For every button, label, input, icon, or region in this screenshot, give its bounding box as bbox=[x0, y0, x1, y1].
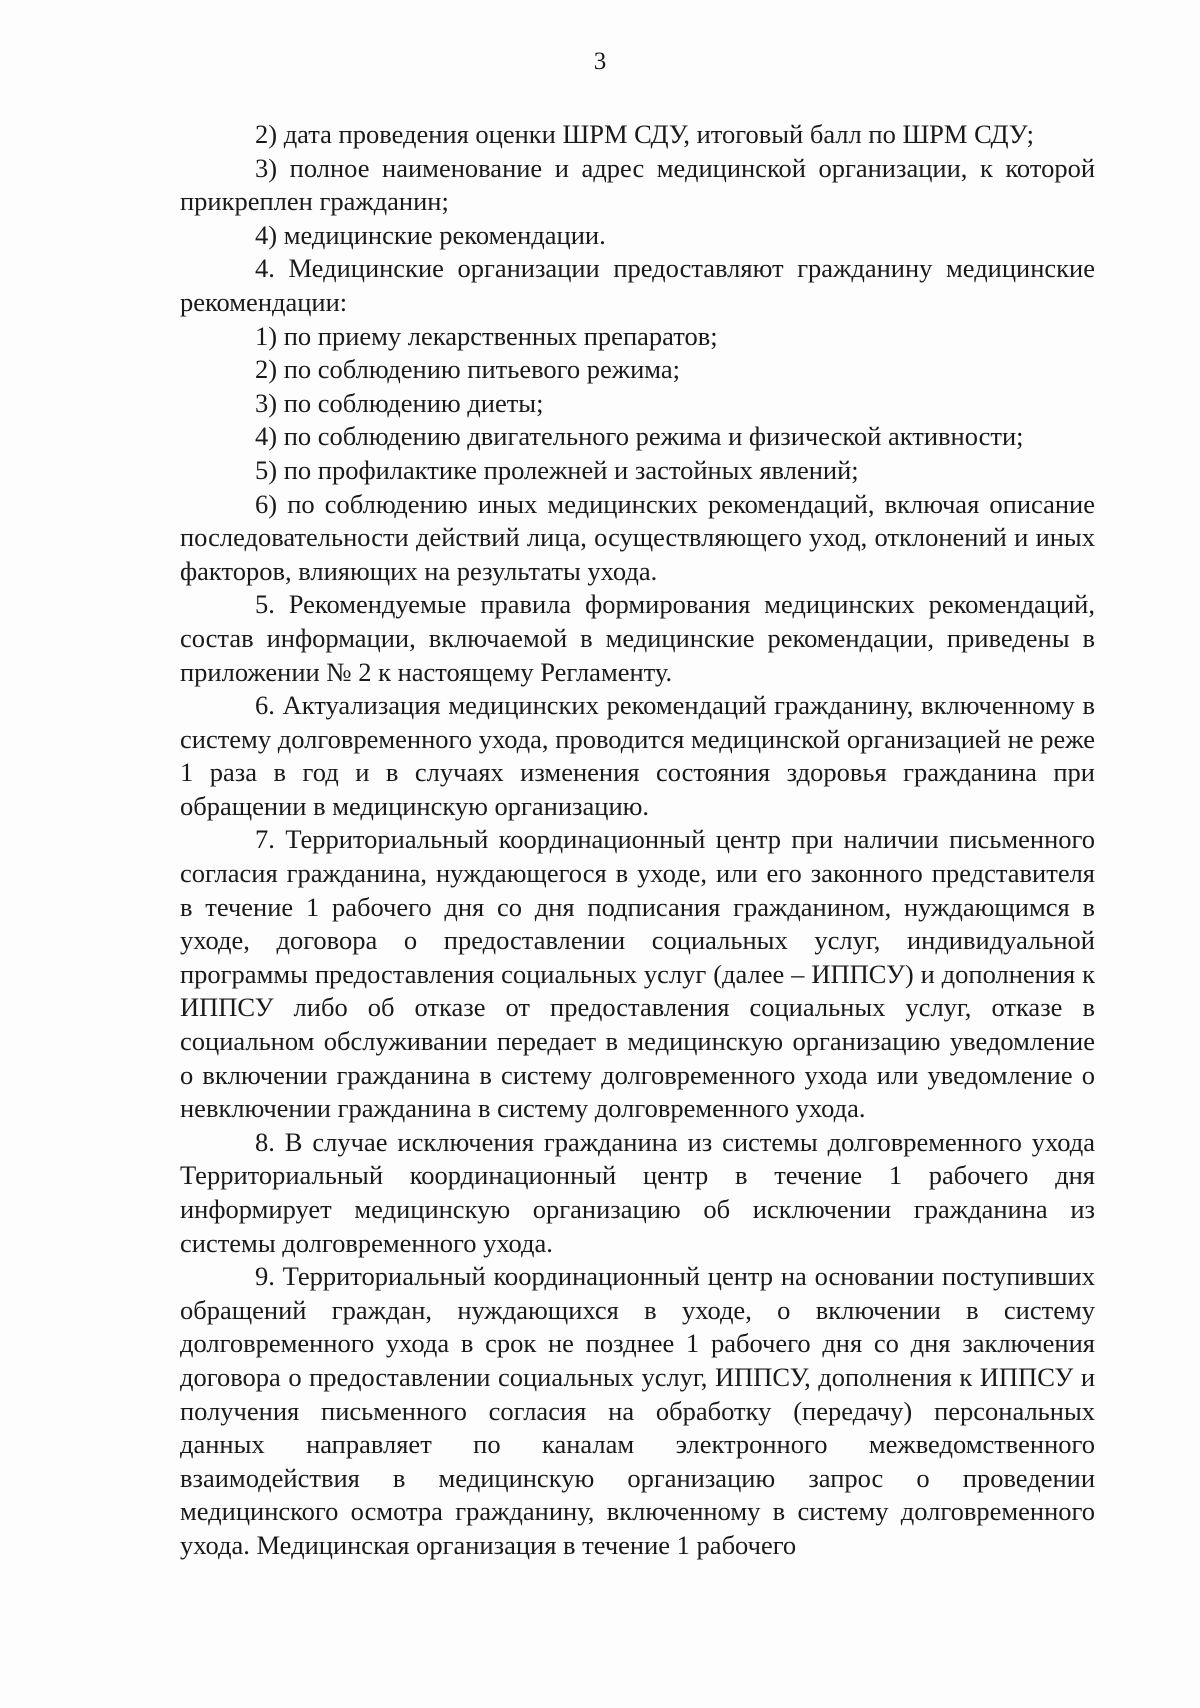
list-item-assessment-date: 2) дата проведения оценки ШРМ СДУ, итоговый балл по ШРМ СДУ; bbox=[255, 119, 1034, 149]
clause-4: 4. Медицинские организации предоставляют гражданину медицинские рекомендации: bbox=[180, 253, 1095, 317]
list-item-medication: 1) по приему лекарственных препаратов; bbox=[255, 320, 718, 351]
clause-6: 6. Актуализация медицинских рекомендаций гражданину, включенному в систему долговременного ухода, проводится медицинской организацией не реже 1 раза в год и в случаях изменения состояния здоровья гражданина при обращении в медицинскую организацию. bbox=[180, 690, 1095, 821]
document-body bbox=[180, 118, 1095, 1563]
clause-5: 5. Рекомендуемые правила формирования медицинских рекомендаций, состав информации, включаемой в медицинские рекомендации, приведены в приложении № 2 к настоящему Регламенту. bbox=[180, 589, 1095, 687]
list-item-physical-activity: 4) по соблюдению двигательного режима и физической активности; bbox=[255, 421, 1024, 452]
list-item-organization-name: 3) полное наименование и адрес медицинской организации, к которой прикреплен гражданин; bbox=[180, 152, 1095, 217]
list-item-other-recommendations: 6) по соблюдению иных медицинских рекомендаций, включая описание последовательности действий лица, осуществляющего уход, отклонений и иных факторов, влияющих на результаты ухода. bbox=[180, 488, 1095, 586]
list-item-diet: 3) по соблюдению диеты; bbox=[255, 387, 544, 418]
clause-9: 9. Территориальный координационный центр на основании поступивших обращений граждан, нуждающихся в уходе, о включении в систему долговременного ухода в срок не позднее 1 рабочего дня со дня заключения договора о предоставлении социальных услуг, ИППСУ, дополнения к ИППСУ и получения письменного согласия на обработку (передачу) персональных данных направляет по каналам электронного межведомственного взаимодействия в медицинскую организацию запрос о проведении медицинского осмотра гражданину, включенному в систему долговременного ухода. Медицинская организация в течение 1 рабочего bbox=[180, 1261, 1095, 1560]
list-item-drinking-regime: 2) по соблюдению питьевого режима; bbox=[255, 354, 680, 385]
list-item-bedsore-prevention: 5) по профилактике пролежней и застойных явлений; bbox=[255, 454, 859, 485]
page-number: 3 bbox=[593, 48, 607, 75]
clause-7: 7. Территориальный координационный центр при наличии письменного согласия гражданина, нуждающегося в уходе, или его законного представителя в течение 1 рабочего дня со дня подписания гражданином, нуждающимся в уходе, договора о предоставлении социальных услуг, индивидуальной программы предоставления социальных услуг (далее – ИППСУ) и дополнения к ИППСУ либо об отказе от предоставления социальных услуг, отказе в социальном обслуживании передает в медицинскую организацию уведомление о включении гражданина в систему долговременного ухода или уведомление о невключении гражданина в систему долговременного ухода. bbox=[180, 824, 1095, 1124]
list-item-medical-recommendations: 4) медицинские рекомендации. bbox=[255, 219, 606, 250]
clause-8: 8. В случае исключения гражданина из системы долговременного ухода Территориальный координационный центр в течение 1 рабочего дня информирует медицинскую организацию об исключении гражданина из системы долговременного ухода. bbox=[180, 1126, 1095, 1258]
